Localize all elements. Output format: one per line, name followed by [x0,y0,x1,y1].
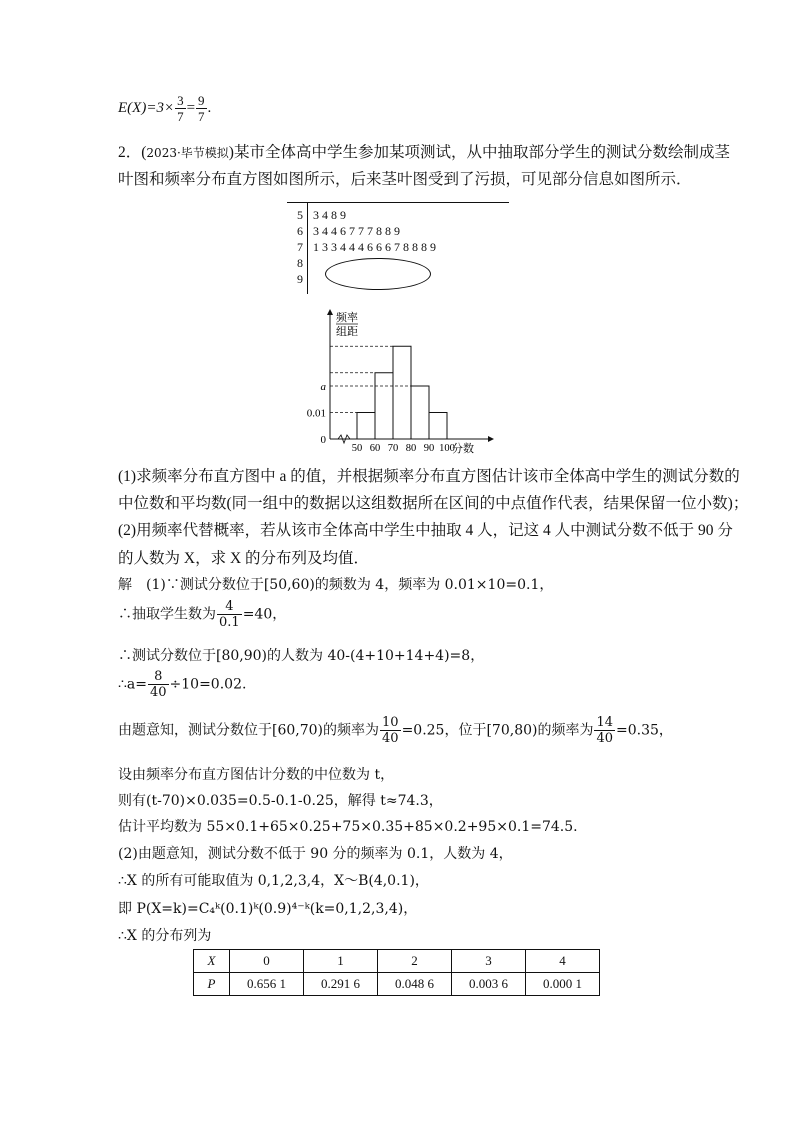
solution-line-5: 由题意知，测试分数位于[60,70)的频率为 $\frac{10}{40}$ =0.25，位于[70,80)的频率为 $\frac{14}{40}$ =0.35， [118,715,673,746]
solution-line-9: (2)由题意知，测试分数不低于 90 分的频率为 0.1，人数为 4， [118,846,513,862]
y-tick-label: 0 [320,434,326,446]
fraction-4-over-0.1: $\frac{4}{0.1}$ [219,599,240,630]
fraction-14-40: $\frac{14}{40}$ [596,715,614,746]
y-axis-label-bottom: 组距 [336,325,358,338]
table-row [194,973,600,996]
stem-leaf-plot: 5 3 4 8 9 6 3 4 4 6 7 7 7 8 8 9 7 1 3 3 4 4 4 6 6 6 7 8 8 8 9 8 9 [287,196,512,296]
table-cell: 0.656 1 [230,973,304,996]
x-tick-label: 50 [351,443,363,454]
y-axis-label-top: 频率 [336,311,358,324]
table-cell: 3 [452,950,526,973]
solution-line-6: 设由频率分布直方图估计分数的中位数为 t， [118,767,395,783]
solution-line-11: 即 P(X=k)=C₄ᵏ(0.1)ᵏ(0.9)⁴⁻ᵏ(k=0,1,2,3,4)， [118,901,418,917]
problem-line-1: 2．(2023·毕节模拟)某市全体高中学生参加某项测试，从中抽取部分学生的测试分数绘制成茎 [118,144,730,161]
solution-line-7: 则有(t-70)×0.035=0.5-0.1-0.25，解得 t≈74.3， [118,793,443,809]
table-cell: 0.048 6 [378,973,452,996]
fraction-3-7: $\frac{3}{7}$ [177,93,184,124]
histogram-bar [393,346,411,439]
x-tick-label: 90 [423,443,435,454]
stem-leaf-divider [307,202,308,294]
table-header-p: P [194,973,230,996]
table-cell: 0.291 6 [304,973,378,996]
y-axis-arrow [327,309,333,315]
x-tick-label: 70 [387,443,399,454]
histogram-bar [357,413,375,440]
solution-line-8: 估计平均数为 55×0.1+65×0.25+75×0.35+85×0.2+95×0.1=74.5. [118,819,578,835]
solution-line-10: ∴X 的所有可能取值为 0,1,2,3,4，X～B(4,0.1)， [118,873,429,889]
y-tick-label: 0.01 [306,407,326,420]
solution-line-4: ∴a= $\frac{8}{40}$ ÷10=0.02. [118,669,247,700]
solution-line-2: ∴抽取学生数为 $\frac{4}{0.1}$ =40， [118,599,287,630]
problem-source: 2023·毕节模拟 [146,146,229,160]
table-cell: 4 [526,950,600,973]
x-tick-label: 60 [369,443,381,454]
problem-line-2: 叶图和频率分布直方图如图所示，后来茎叶图受到了污损，可见部分信息如图所示． [118,171,692,188]
table-cell: 0.000 1 [526,973,600,996]
fraction-9-7: $\frac{9}{7}$ [198,93,205,124]
table-cell: 1 [304,950,378,973]
table-row [194,950,600,973]
histogram-bar [375,373,393,439]
question-2-line-1: (2)用频率代替概率，若从该市全体高中学生中抽取 4 人，记这 4 人中测试分数不低于 90 分 [118,522,733,539]
solution-line-1: 解 (1)∵测试分数位于[50,60)的频数为 4，频率为 0.01×10=0.1， [118,577,554,593]
histogram-bar [411,386,429,439]
histogram-bar [429,413,447,440]
x-tick-label: 80 [405,443,417,454]
table-cell: 2 [378,950,452,973]
frequency-histogram [300,305,500,455]
fraction-8-40: $\frac{8}{40}$ [149,669,167,700]
expectation-lhs: E(X)=3× [118,99,175,116]
stem-leaf-top-rule [287,202,509,203]
table-header-x: X [194,950,230,973]
x-axis-arrow [488,436,494,442]
x-axis-label: 分数 [452,442,474,455]
smudge-ellipse [325,258,431,290]
table-cell: 0.003 6 [452,973,526,996]
question-1-line-2: 中位数和平均数(同一组中的数据以这组数据所在区间的中点值作代表，结果保留一位小数)； [118,495,749,512]
question-1-line-1: (1)求频率分布直方图中 a 的值，并根据频率分布直方图估计该市全体高中学生的测试分数的 [118,468,740,485]
solution-line-12: ∴X 的分布列为 [118,928,212,944]
distribution-table [193,949,600,996]
expectation-line: E(X)=3× $\frac{3}{7}$ = $\frac{9}{7}$ . [118,93,212,124]
question-2-line-2: 的人数为 X，求 X 的分布列及均值． [118,550,370,567]
table-cell: 0 [230,950,304,973]
solution-line-3: ∴测试分数位于[80,90)的人数为 40-(4+10+14+4)=8， [118,648,485,664]
y-tick-label: a [320,381,326,393]
fraction-10-40: $\frac{10}{40}$ [382,715,399,746]
x-tick-label: 100 [439,443,455,454]
